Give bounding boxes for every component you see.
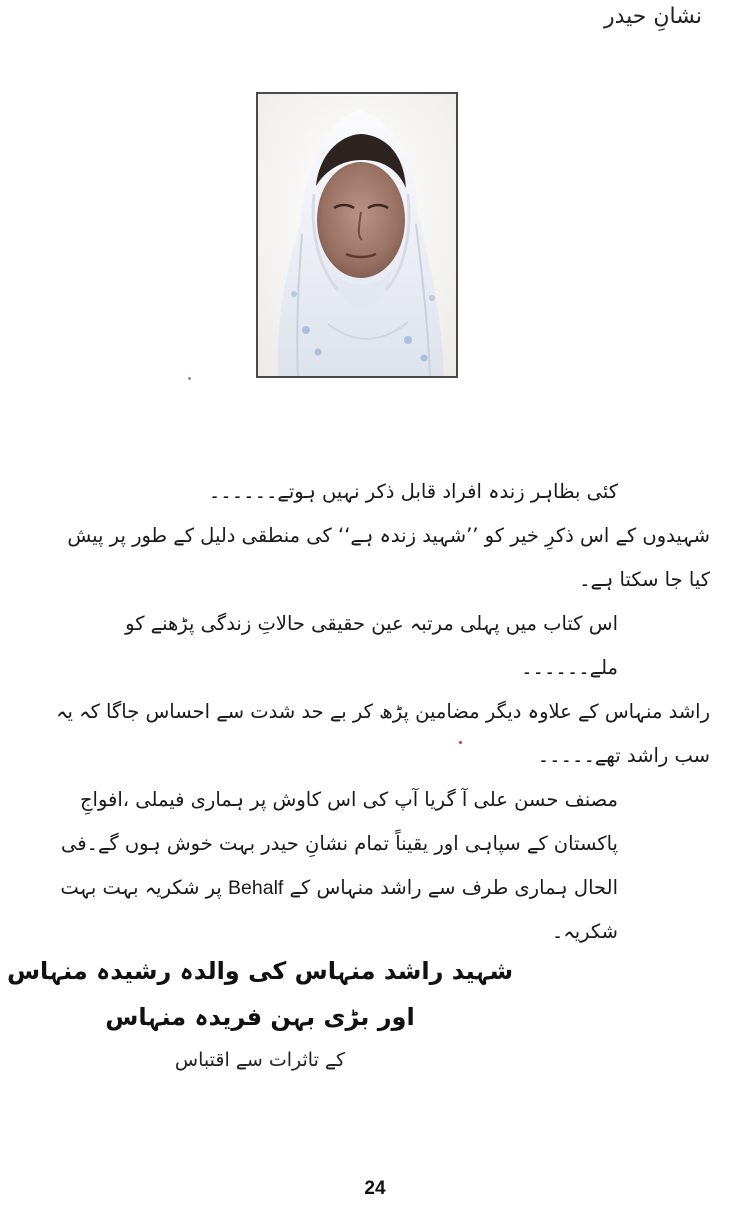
- body-paragraph-3: اس کتاب میں پہلی مرتبہ عین حقیقی حالاتِ زندگی پڑھنے کو ملے۔۔۔۔۔۔: [125, 612, 618, 679]
- portrait-photo: [256, 92, 458, 378]
- body-paragraph-5-part-1: مصنف حسن علی آ گریا آپ کی اس کاوش پر ہماری فیملی ،افواجِ پاکستان کے سپاہی اور یقیناً تمام نشانِ حیدر بہت خوش ہوں گے۔فی الحال ہماری طرف سے راشد منہاس کے: [60, 788, 618, 899]
- scan-speck: [188, 377, 191, 380]
- attribution-line-2: اور بڑی بہن فریدہ منہاس: [105, 1003, 415, 1031]
- body-paragraph-5: [48, 778, 710, 954]
- body-paragraph-1: کئی بظاہر زندہ افراد قابل ذکر نہیں ہوتے۔۔۔۔۔۔: [208, 480, 618, 503]
- page-number: 24: [364, 1178, 386, 1199]
- attribution-line-1: شہید راشد منہاس کی والدہ رشیدہ منہاس: [6, 957, 514, 985]
- running-header-title: نشانِ حیدر: [603, 4, 702, 29]
- behalf-word: Behalf: [228, 877, 284, 899]
- attribution-note: کے تاثرات سے اقتباس: [174, 1049, 346, 1071]
- body-paragraph-5-part-2: پر شکریہ بہت بہت شکریہ۔: [60, 876, 618, 943]
- quote-body: [48, 470, 710, 954]
- attribution-block: [0, 948, 520, 1080]
- body-paragraph-4: راشد منہاس کے علاوہ دیگر مضامین پڑھ کر بے حد شدت سے احساس جاگا کہ یہ سب راشد تھے۔۔۔۔۔: [56, 700, 710, 767]
- portrait-photo-icon: [258, 94, 456, 376]
- body-paragraph-2: شہیدوں کے اس ذکرِ خیر کو ’’شہید زندہ ہے‘‘ کی منطقی دلیل کے طور پر پیش کیا جا سکتا ہے۔: [67, 524, 710, 591]
